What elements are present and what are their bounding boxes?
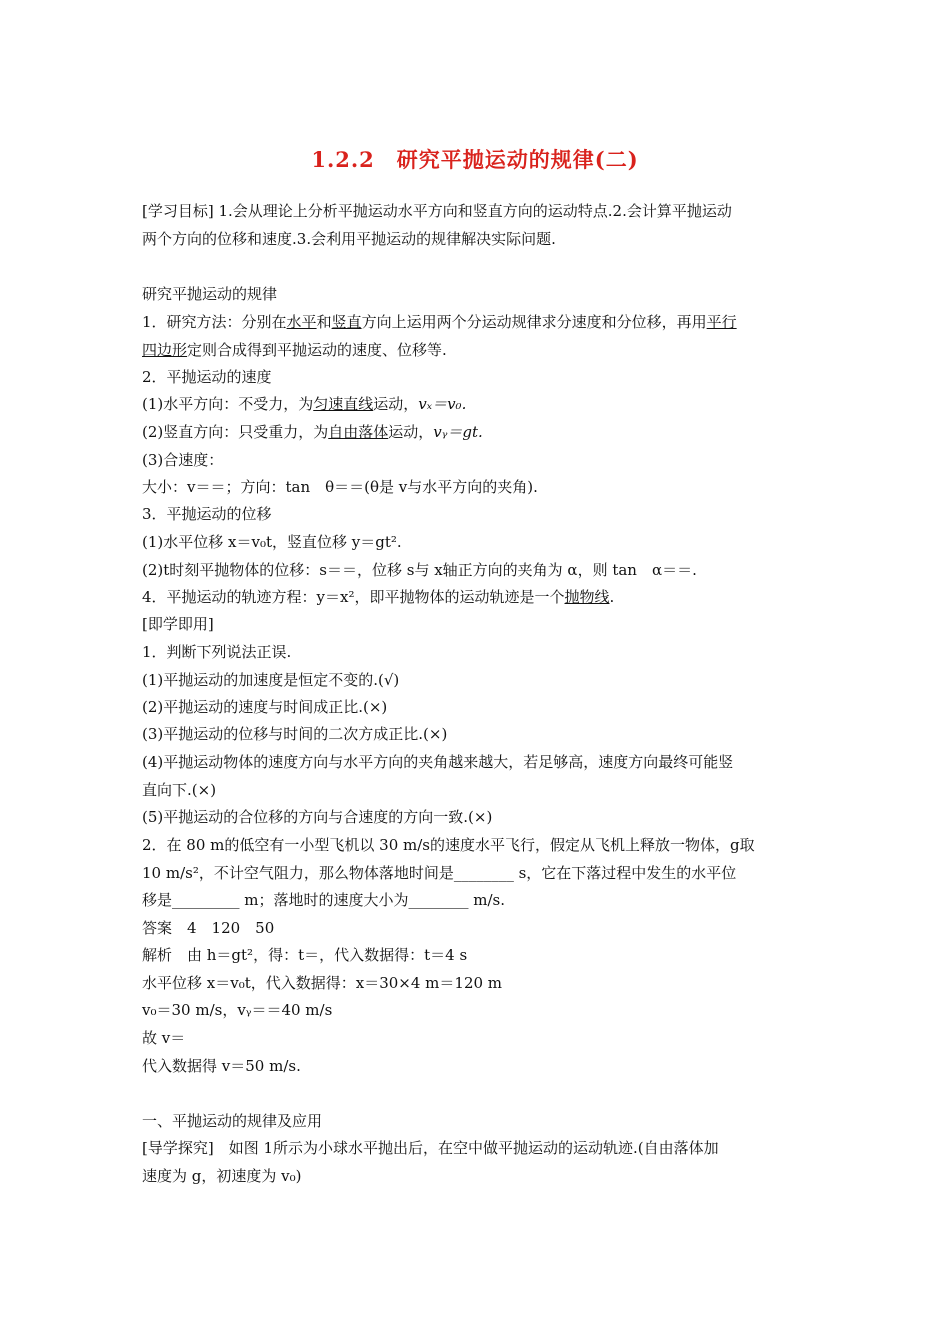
text: . [609,588,615,606]
answer-line: 答案 4 120 50 [142,919,275,937]
text: 4．平抛运动的轨迹方程：y＝x²，即平抛物体的运动轨迹是一个 [142,588,565,606]
explanation-2: 水平位移 x＝v₀t，代入数据得：x＝30×4 m＝120 m [142,974,503,992]
formula: vₓ＝v₀. [418,395,467,413]
text: 运动， [373,395,419,413]
practice-heading: [即学即用] [142,615,214,633]
text: 和 [316,313,332,331]
displacement-heading: 3．平抛运动的位移 [142,505,272,523]
underlined-answer: 平行 [706,313,737,331]
goals-line-2: 两个方向的位移和速度.3.会利用平抛运动的规律解决实际问题. [142,230,556,248]
statement-4a: (4)平抛运动物体的速度方向与水平方向的夹角越来越大，若足够高，速度方向最终可能竖 [142,753,734,771]
velocity-vertical [142,421,483,443]
question-2a: 2．在 80 m的低空有一小型飞机以 30 m/s的速度水平飞行，假定从飞机上释放一物体，g取 [142,836,755,854]
explanation-4: 故 v＝ [142,1029,186,1047]
statement-3: (3)平抛运动的位移与时间的二次方成正比.(×) [142,725,448,743]
underlined-answer: 抛物线 [564,588,610,606]
question-2c: 移是_________ m；落地时的速度大小为________ m/s. [142,891,506,909]
statement-1: (1)平抛运动的加速度是恒定不变的.(√) [142,671,400,689]
text: 方向上运用两个分运动规律求分速度和分位移，再用 [361,313,707,331]
displacement-1: (1)水平位移 x＝v₀t，竖直位移 y＝gt². [142,533,402,551]
velocity-heading: 2．平抛运动的速度 [142,368,272,386]
explanation-5: 代入数据得 v＝50 m/s. [142,1057,301,1075]
method-line-1 [142,311,737,333]
question-1: 1．判断下列说法正误. [142,643,292,661]
velocity-horizontal [142,393,466,415]
underlined-answer: 竖直 [331,313,362,331]
velocity-magnitude: 大小：v＝＝；方向：tan θ＝＝(θ是 v与水平方向的夹角). [142,478,538,496]
displacement-2: (2)t时刻平抛物体的位移：s＝＝，位移 s与 x轴正方向的夹角为 α，则 tan α＝＝. [142,561,697,579]
section1-heading: 一、平抛运动的规律及应用 [142,1112,323,1130]
section-heading: 研究平抛运动的规律 [142,285,278,303]
statement-5: (5)平抛运动的合位移的方向与合速度的方向一致.(×) [142,808,493,826]
goals-line-1: [学习目标] 1.会从理论上分析平抛运动水平方向和竖直方向的运动特点.2.会计算平抛运动 [142,202,732,220]
formula: vᵧ＝gt. [433,423,483,441]
velocity-resultant: (3)合速度： [142,451,224,469]
page-title: 1.2.2 研究平抛运动的规律(二) [311,147,639,172]
guide-line-1: [导学探究] 如图 1所示为小球水平抛出后，在空中做平抛运动的运动轨迹.(自由落体加 [142,1139,719,1157]
text: (1)水平方向：不受力，为 [142,395,314,413]
statement-2: (2)平抛运动的速度与时间成正比.(×) [142,698,388,716]
text: 1．研究方法：分别在 [142,313,287,331]
guide-line-2: 速度为 g，初速度为 v₀) [142,1167,302,1185]
explanation-3: v₀＝30 m/s，vᵧ＝＝40 m/s [142,1001,333,1019]
underlined-answer: 匀速直线 [313,395,374,413]
underlined-answer: 自由落体 [328,423,389,441]
underlined-answer: 四边形 [142,341,188,359]
text: 运动， [388,423,434,441]
underlined-answer: 水平 [286,313,317,331]
question-2b: 10 m/s²，不计空气阻力，那么物体落地时间是________ s，它在下落过程中发生的水平位 [142,864,737,882]
trajectory-line [142,586,614,608]
explanation-1: 解析 由 h＝gt²，得：t＝，代入数据得：t＝4 s [142,946,468,964]
text: (2)竖直方向：只受重力，为 [142,423,329,441]
text: 定则合成得到平抛运动的速度、位移等. [187,341,447,359]
statement-4b: 直向下.(×) [142,781,217,799]
method-line-2 [142,339,447,361]
